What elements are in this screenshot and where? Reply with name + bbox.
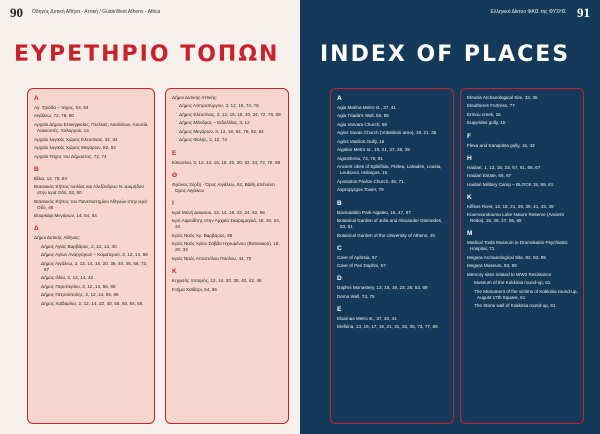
index-entry: Memory sites related to WW2 Resistance bbox=[467, 271, 552, 277]
index-letter-heading: Β bbox=[34, 165, 39, 173]
index-letter-heading: H bbox=[467, 154, 472, 162]
index-letter-heading: A bbox=[337, 95, 342, 102]
index-letter-heading: Ι bbox=[172, 199, 174, 207]
index-entry: Elaionas Metro st., 37, 40, 41 bbox=[337, 315, 397, 321]
index-sub-entry: Δήμος Πετρούπολης, 2, 12, 14, 56, 86 bbox=[41, 292, 119, 298]
index-letter-heading: Δ bbox=[34, 225, 39, 233]
index-entry: Daphni Monastery, 13, 15, 19, 23, 25, 53, 69 bbox=[337, 285, 428, 291]
index-sub-entry: Δήμος Ελευσίνας, 3, 12, 16, 18, 30, 34, 72, 76, 89 bbox=[179, 111, 281, 117]
index-entry: Κηφισός ποταμός, 12, 14, 20, 38, 40, 42, 48 bbox=[172, 278, 262, 284]
index-entry: Ελευσίνα, 3, 12, 14, 16, 18, 20, 30, 32, 34, 72, 76, 89 bbox=[172, 159, 281, 165]
left-running-header: Οδηγός Δυτική Αθήνα - Αττική / GuideWest Athens - Attica bbox=[32, 9, 161, 15]
index-entry: Δήμοι Δυτικής Αθήνας: bbox=[34, 235, 80, 241]
index-entry: Βίλια, 12, 78, 84 bbox=[34, 175, 68, 181]
index-entry: Eupyrides gully, 15 bbox=[467, 120, 506, 126]
index-entry: Eleutheres Fortress, 77 bbox=[467, 103, 515, 109]
index-entry: Ancient cities of Epikifisia, Ptelea, Lakades, Lousia, Leukonoi, Holargos, 15 bbox=[337, 164, 442, 176]
index-entry: Botanical Garden of Julia and Alexander Diomedes, 53, 61 bbox=[337, 218, 443, 230]
index-entry: Haidari Military Camp – BLOCK 15, 59, 61 bbox=[467, 181, 554, 187]
index-entry: Agia Varvara Church, 69 bbox=[337, 121, 387, 127]
index-sub-entry: Δήμος Αιγάλεω, 2, 12, 14, 16, 20, 36, 40, 46, 56, 72, 87 bbox=[41, 260, 148, 272]
index-sub-entry: Δήμος Αγίων Αναργύρων – Καματερού, 2, 12, 14, 56 bbox=[41, 252, 148, 258]
greek-index-title: ΕΥΡΕΤΗΡΙΟ ΤΟΠΩΝ bbox=[14, 42, 280, 67]
index-entry: Αρχαίο Δήμου Επικηφισίας, Πτελέας, Ακαλάτων, Λουσία, Λακκοντές, Χολαργού, 14 bbox=[34, 121, 149, 134]
index-sub-entry: The Monument of the victims of Kokkinia round-up, August 17th Square, 61 bbox=[474, 288, 578, 300]
index-entry: Ιερό Αφροδίτης στην Αρχαία Σκαραμαγκά, 18, 20, 24, 34 bbox=[172, 218, 281, 230]
english-index-column-2 bbox=[460, 88, 584, 424]
index-letter-heading: Θ bbox=[172, 171, 178, 179]
index-entry: Αρχαίο Τείχος του Δήμαστος, 72, 74 bbox=[34, 153, 107, 159]
index-entry: Αρχαίο λογικός Χώρος Ελευσίνας, 32, 34 bbox=[34, 136, 118, 142]
index-entry: Ιερά Μονή Δαφνίου, 12, 14, 18, 22, 24, 52, 68 bbox=[172, 209, 265, 215]
index-entry: Agia Marina Metro st., 37, 41 bbox=[337, 105, 396, 110]
index-sub-entry: Δήμος Περιστερίου, 2, 12, 14, 56, 88 bbox=[41, 283, 116, 289]
index-sub-entry: Δήμος Αγίας Βαρβάρας, 2, 12, 14, 40 bbox=[41, 243, 117, 249]
index-entry: Ιερός Ναός Αποστόλου Παύλου, 44, 70 bbox=[172, 255, 252, 261]
index-letter-heading: M bbox=[467, 230, 473, 238]
index-entry: Haidari Estate, 65, 67 bbox=[467, 173, 512, 179]
index-letter-heading: F bbox=[467, 132, 471, 140]
index-letter-heading: D bbox=[337, 275, 342, 283]
greek-index-column-2 bbox=[165, 88, 289, 424]
index-entry: Ιερός Ναός Αγίου Σάββα Ηχουμένου (Βοτανικού), 18, 20, 34 bbox=[172, 241, 280, 253]
index-entry: Koumoundourou Lake Nature Reserve (Ancient Reitoi), 15, 26, 27, 55, 65 bbox=[467, 212, 564, 224]
index-entry: Κτήμα Χαϊδάρι, 64, 66 bbox=[172, 286, 217, 292]
index-sub-entry: Δήμος Μάνδρας – Ειδυλλίας, 3, 12 bbox=[179, 120, 250, 126]
index-entry: Medical Tools Museum in Dromokaitio Psychiatric Hospital, 71 bbox=[467, 240, 568, 252]
index-entry: Ιερός Ναός Αγ. Βαρβάρας, 68 bbox=[172, 232, 233, 238]
index-letter-heading: B bbox=[337, 199, 342, 207]
left-page-number: 90 bbox=[10, 5, 23, 20]
index-entry: Apostolos Pavlos Church, 45, 71 bbox=[337, 178, 404, 184]
index-entry: Aigaleo Metro st., 19, 21, 37, 38, 39 bbox=[337, 147, 410, 153]
index-letter-heading: Ε bbox=[172, 149, 177, 157]
index-entry: Cave of Aphrsia, 57 bbox=[337, 254, 378, 260]
index-sub-entry: Δήμος Μεγάρων, 3, 12, 16, 54, 78, 82, 84 bbox=[179, 128, 264, 134]
index-entry: Θρόνος Ξέρξη - Όρος Αιγάλεω, 62, Βάθη απέναντι Όρος Αιγάλεω bbox=[172, 181, 275, 193]
index-entry: Megara Archaeological Site, 82, 83, 85 bbox=[467, 254, 546, 260]
index-entry: Βοτανικός Κήπος του Πανεπιστημίου Αθηνών στην Ιερά Οδό, 48 bbox=[34, 198, 147, 210]
index-entry: Haidari, 1, 13, 15, 23, 57, 61, 65, 67 bbox=[467, 164, 541, 170]
right-running-header: Ελληνικό Δίκτυο ΦΑΙΣ της ΦΥΣΗΣ bbox=[490, 9, 566, 15]
index-entry: Αρχαίο λογικός Χώρος Μεγάρων, 82, 84 bbox=[34, 145, 116, 151]
index-entry: Elefsina, 13, 15, 17, 19, 21, 31, 33, 35, 73, 77, 89 bbox=[337, 324, 438, 330]
index-entry: Agios Savas Church (Votanikos area), 19, 21, 35 bbox=[337, 130, 437, 136]
index-letter-heading: C bbox=[337, 244, 342, 252]
index-entry: Αγ. Τριάδα – τείχος, 54, 84 bbox=[34, 105, 89, 110]
index-sub-entry: The Stone wall of Kokkinia round-up, 61 bbox=[474, 303, 556, 309]
index-entry: Aigosthena, 73, 79, 81 bbox=[337, 155, 383, 161]
index-letter-heading: Κ bbox=[172, 268, 177, 276]
index-entry: Kifisos River, 13, 15, 21, 29, 39, 41, 43, 49 bbox=[467, 203, 554, 209]
index-entry: Αιγάλεω, 72, 78, 80 bbox=[34, 113, 74, 119]
index-letter-heading: K bbox=[467, 193, 472, 201]
index-entry: Ermou creek, 15 bbox=[467, 111, 501, 117]
index-sub-entry: Δήμος Χαϊδαρίου, 2, 12, 14, 22, 40, 56, 60, 64, 66 bbox=[41, 300, 143, 306]
index-entry: Megara Museum, 83, 85 bbox=[467, 263, 517, 269]
english-index-column-1 bbox=[330, 88, 454, 424]
index-entry: Aspropyrgos Tower, 79 bbox=[337, 187, 384, 193]
index-entry: Agios Vasilios Gully, 15 bbox=[337, 138, 385, 144]
english-index-title: INDEX OF PLACES bbox=[320, 42, 571, 67]
index-letter-heading: Α bbox=[34, 95, 39, 102]
index-sub-entry: Δήμος Ασπροπύργου, 3, 12, 16, 74, 78 bbox=[179, 103, 259, 109]
index-entry: Βοτανικός Κήπος Ιουλίας και Αλεξάνδρου Ν. Διομήδου στην Ιερά Οδό, 52, 60 bbox=[34, 184, 144, 196]
index-entry: Eleusis Archaeological Site, 33, 35 bbox=[467, 95, 538, 100]
index-entry: Agia Triada’s Wall, 55, 85 bbox=[337, 113, 389, 119]
index-sub-entry: Museum of the Kokkinia round-up, 61 bbox=[474, 280, 551, 286]
index-sub-entry: Δήμος Φυλής, 3, 12, 74 bbox=[179, 137, 227, 143]
index-entry: Bavoutaikio Park Aigaleo, 15, 47, 87 bbox=[337, 209, 411, 215]
index-sub-entry: Δήμος Ιλίου, 2, 12, 14, 42 bbox=[41, 275, 94, 281]
index-entry: Botanical Garden of the University of Athens, 49 bbox=[337, 232, 435, 238]
index-letter-heading: E bbox=[337, 305, 342, 313]
index-entry: Cave of Pan Daphni, 57 bbox=[337, 263, 386, 269]
index-entry: Δήμοι Δυτικής Αττικής: bbox=[172, 95, 218, 100]
index-entry: Βουρκάρι Μεγάρων, 14, 54, 64 bbox=[34, 213, 97, 219]
index-entry: Fleva and Kanapitsa gully, 15, 43 bbox=[467, 142, 535, 148]
right-page-number: 91 bbox=[577, 5, 590, 20]
greek-index-column-1 bbox=[27, 88, 155, 424]
index-entry: Dema Wall, 73, 75 bbox=[337, 293, 375, 299]
